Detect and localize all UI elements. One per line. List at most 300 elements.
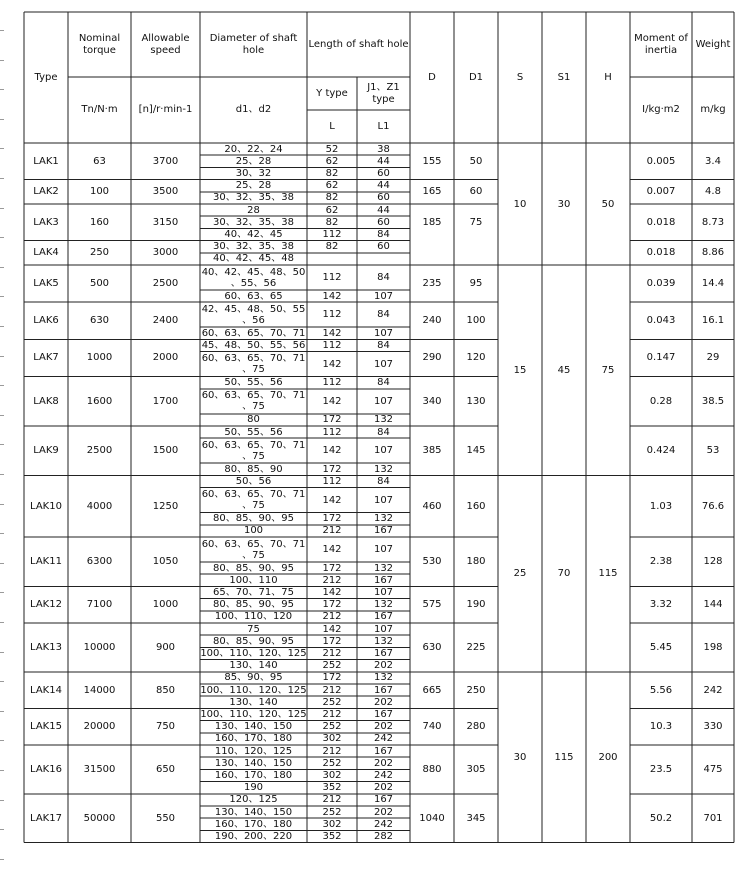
j-type-length-value: 202 [373, 696, 394, 708]
y-type-length-value: 142 [322, 494, 342, 506]
shaft-diameter-value: 80、85、90、95 [213, 562, 294, 574]
shaft-diameter-value: 80、85、90、95 [213, 599, 294, 611]
model-name: LAK14 [30, 684, 62, 696]
header-shaft-diameter: Diameter of shaft hole [209, 32, 298, 56]
j-type-length-value: 107 [373, 395, 394, 407]
moment-of-inertia-value: 0.147 [646, 352, 676, 364]
j-type-length-value: 84 [377, 309, 390, 321]
shaft-diameter-value: 60、63、65、70、71 、75 [201, 538, 306, 561]
j-type-length-value: 132 [373, 513, 394, 525]
model-name: LAK8 [33, 395, 59, 407]
nominal-torque-value: 1600 [86, 395, 113, 407]
d-value: 240 [422, 315, 442, 327]
shaft-diameter-value: 80、85、90、95 [213, 513, 294, 525]
weight-value: 128 [703, 556, 723, 568]
shaft-diameter-value: 42、45、48、50、55 、56 [201, 303, 306, 326]
shaft-diameter-value: 60、63、65、70、71 、75 [201, 390, 306, 413]
row-marker [0, 356, 4, 357]
nominal-torque-value: 250 [89, 247, 110, 259]
j-type-length-value: 132 [373, 672, 394, 684]
d-value: 340 [422, 395, 442, 407]
shaft-diameter-value: 130、140、150 [214, 757, 293, 769]
s-value: 10 [513, 198, 527, 210]
j-type-length-value: 84 [377, 228, 390, 240]
header-allowable-speed: Allowable speed [141, 32, 190, 56]
header-moment-unit: I/kg·m2 [642, 104, 680, 115]
shaft-diameter-value: 40、42、45、48、50 、55、56 [201, 266, 306, 289]
row-marker [0, 208, 4, 209]
moment-of-inertia-value: 0.039 [646, 278, 676, 290]
header-type: Type [34, 71, 58, 83]
moment-of-inertia-value: 1.03 [649, 500, 673, 512]
d-value: 290 [422, 352, 442, 364]
shaft-diameter-value: 60、63、65、70、71 、75 [201, 439, 306, 462]
shaft-diameter-value: 130、140、150 [214, 806, 293, 818]
moment-of-inertia-value: 0.005 [646, 155, 676, 167]
y-type-length-value: 172 [322, 562, 342, 574]
row-marker [0, 504, 4, 505]
j-type-length-value: 167 [373, 745, 394, 757]
row-marker [0, 711, 4, 712]
j-type-length-value: 202 [373, 757, 394, 769]
y-type-length-value: 302 [322, 769, 342, 781]
d-value: 460 [422, 500, 442, 512]
row-marker [0, 385, 4, 386]
s1-value: 115 [554, 751, 574, 763]
row-marker [0, 148, 4, 149]
nominal-torque-value: 630 [89, 315, 110, 327]
model-name: LAK17 [30, 812, 62, 824]
shaft-diameter-value: 160、170、180 [214, 733, 293, 745]
d-value: 880 [422, 763, 442, 775]
shaft-diameter-value: 40、42、45、48 [213, 253, 294, 265]
allowable-speed-value: 1250 [152, 500, 179, 512]
j-type-length-value: 60 [377, 216, 390, 228]
row-marker [0, 533, 4, 534]
shaft-diameter-value: 80 [247, 414, 260, 426]
model-name: LAK2 [33, 186, 59, 198]
model-name: LAK16 [30, 763, 62, 775]
d-value: 235 [422, 278, 442, 290]
header-weight-unit: m/kg [700, 104, 726, 115]
j-type-length-value: 167 [373, 684, 394, 696]
row-marker [0, 178, 4, 179]
moment-of-inertia-value: 0.28 [649, 395, 673, 407]
weight-value: 330 [703, 721, 723, 733]
h-value: 75 [601, 364, 615, 376]
j-type-length-value: 132 [373, 414, 394, 426]
d-value: 665 [422, 684, 442, 696]
shaft-diameter-value: 50、56 [235, 475, 272, 487]
header-moment-of-inertia: Moment of inertia [634, 32, 688, 56]
weight-value: 4.8 [705, 186, 721, 198]
y-type-length-value: 142 [322, 327, 342, 339]
y-type-length-value: 172 [322, 463, 342, 475]
j-type-length-value: 107 [373, 623, 394, 635]
s1-value: 45 [557, 364, 571, 376]
y-type-length-value: 252 [322, 696, 342, 708]
y-type-length-value [307, 253, 357, 265]
nominal-torque-value: 14000 [83, 684, 116, 696]
d1-value: 305 [466, 763, 486, 775]
row-marker [0, 296, 4, 297]
weight-value: 8.86 [701, 247, 725, 259]
j-type-length-value: 202 [373, 660, 394, 672]
d1-value: 100 [466, 315, 486, 327]
header-d: D [428, 71, 436, 83]
j-type-length-value: 242 [373, 818, 394, 830]
s-value: 30 [513, 751, 527, 763]
allowable-speed-value: 3500 [152, 186, 179, 198]
shaft-diameter-value: 160、170、180 [214, 769, 293, 781]
shaft-diameter-value: 80、85、90、95 [213, 635, 294, 647]
weight-value: 76.6 [701, 500, 725, 512]
nominal-torque-value: 20000 [83, 721, 116, 733]
moment-of-inertia-value: 0.424 [646, 445, 676, 457]
shaft-diameter-value: 190 [243, 782, 264, 794]
shaft-diameter-value: 25、28 [235, 180, 272, 192]
row-marker [0, 770, 4, 771]
d1-value: 145 [466, 445, 486, 457]
header-torque-unit: Tn/N·m [81, 104, 118, 115]
allowable-speed-value: 2000 [152, 352, 179, 364]
y-type-length-value: 172 [322, 513, 342, 525]
y-type-length-value: 142 [322, 290, 342, 302]
d1-value: 60 [469, 186, 483, 198]
moment-of-inertia-value: 3.32 [649, 599, 673, 611]
shaft-diameter-value: 60、63、65、70、71 [201, 327, 306, 339]
shaft-diameter-value: 40、42、45 [224, 228, 283, 240]
allowable-speed-value: 3000 [152, 247, 179, 259]
nominal-torque-value: 1000 [86, 352, 113, 364]
row-marker [0, 740, 4, 741]
j-type-length-value: 167 [373, 794, 394, 806]
y-type-length-value: 112 [322, 475, 342, 487]
j-type-length-value: 84 [377, 377, 390, 389]
nominal-torque-value: 50000 [83, 812, 116, 824]
y-type-length-value: 82 [325, 216, 339, 228]
nominal-torque-value: 63 [93, 155, 106, 167]
row-marker [0, 267, 4, 268]
model-name: LAK5 [33, 278, 59, 290]
allowable-speed-value: 1050 [152, 556, 179, 568]
nominal-torque-value: 4000 [86, 500, 113, 512]
h-value: 115 [598, 568, 618, 580]
shaft-diameter-value: 60、63、65、70、71 、75 [201, 353, 306, 376]
shaft-diameter-value: 30、32、35、38 [213, 216, 294, 228]
moment-of-inertia-value: 0.018 [646, 216, 676, 228]
model-name: LAK15 [30, 721, 62, 733]
moment-of-inertia-value: 5.56 [649, 684, 673, 696]
weight-value: 144 [703, 599, 723, 611]
y-type-length-value: 252 [322, 660, 342, 672]
j-type-length-value: 282 [373, 830, 394, 842]
y-type-length-value: 142 [322, 586, 342, 598]
j-type-length-value: 132 [373, 562, 394, 574]
row-marker [0, 444, 4, 445]
row-marker [0, 859, 4, 860]
d-value: 1040 [419, 812, 445, 824]
weight-value: 38.5 [701, 395, 725, 407]
y-type-length-value: 62 [325, 204, 339, 216]
allowable-speed-value: 550 [155, 812, 176, 824]
row-marker [0, 326, 4, 327]
shaft-diameter-value: 100、110、120 [214, 611, 293, 623]
model-name: LAK1 [33, 155, 59, 167]
shaft-diameter-value: 110、120、125 [214, 745, 293, 757]
row-marker [0, 563, 4, 564]
j-type-length-value: 38 [377, 143, 390, 155]
shaft-diameter-value: 30、32、35、38 [213, 192, 294, 204]
j-type-length-value: 132 [373, 635, 394, 647]
allowable-speed-value: 900 [155, 641, 176, 653]
y-type-length-value: 52 [325, 143, 339, 155]
header-s: S [516, 71, 524, 83]
y-type-length-value: 172 [322, 599, 342, 611]
shaft-diameter-value: 60、63、65 [224, 290, 283, 302]
row-marker [0, 30, 4, 31]
shaft-diameter-value: 130、140 [229, 660, 278, 672]
model-name: LAK13 [30, 641, 62, 653]
y-type-length-value: 172 [322, 414, 342, 426]
d1-value: 190 [466, 599, 486, 611]
header-s1: S1 [557, 71, 571, 83]
nominal-torque-value: 6300 [86, 556, 113, 568]
header-y-type: Y type [316, 87, 348, 99]
moment-of-inertia-value: 0.043 [646, 315, 676, 327]
d1-value: 345 [466, 812, 486, 824]
row-marker [0, 89, 4, 90]
weight-value: 8.73 [701, 216, 725, 228]
nominal-torque-value: 2500 [86, 445, 113, 457]
y-type-length-value: 252 [322, 721, 342, 733]
j-type-length-value: 202 [373, 782, 394, 794]
y-type-length-value: 352 [322, 830, 342, 842]
weight-value: 198 [703, 641, 723, 653]
weight-value: 53 [706, 445, 720, 457]
j-type-length-value: 242 [373, 733, 394, 745]
row-marker [0, 119, 4, 120]
shaft-diameter-value: 120、125 [229, 794, 278, 806]
allowable-speed-value: 850 [155, 684, 176, 696]
allowable-speed-value: 750 [155, 721, 176, 733]
header-j-type: J1、Z1 type [367, 81, 400, 105]
y-type-length-value: 252 [322, 806, 342, 818]
h-value: 200 [598, 751, 618, 763]
y-type-length-value: 172 [322, 635, 342, 647]
j-type-length-value: 202 [373, 806, 394, 818]
y-type-length-value: 112 [322, 426, 342, 438]
j-type-length-value: 107 [373, 358, 394, 370]
header-l1: L1 [377, 120, 390, 132]
shaft-diameter-value: 65、70、71、75 [213, 586, 294, 598]
shaft-diameter-value: 20、22、24 [224, 143, 283, 155]
row-marker [0, 60, 4, 61]
row-marker [0, 681, 4, 682]
j-type-length-value: 44 [377, 204, 390, 216]
y-type-length-value: 212 [322, 745, 342, 757]
allowable-speed-value: 3150 [152, 216, 179, 228]
j-type-length-value: 60 [377, 241, 390, 253]
shaft-diameter-value: 30、32、35、38 [213, 241, 294, 253]
d-value: 385 [422, 445, 442, 457]
model-name: LAK6 [33, 315, 59, 327]
header-d-label: d1、d2 [235, 104, 272, 115]
weight-value: 701 [703, 812, 723, 824]
shaft-diameter-value: 45、48、50、55、56 [201, 339, 306, 351]
row-marker [0, 237, 4, 238]
j-type-length-value: 242 [373, 769, 394, 781]
model-name: LAK12 [30, 599, 62, 611]
shaft-diameter-value: 80、85、90 [224, 463, 283, 475]
allowable-speed-value: 1700 [152, 395, 179, 407]
header-speed-unit: [n]/r·min-1 [138, 104, 193, 115]
y-type-length-value: 142 [322, 358, 342, 370]
y-type-length-value: 142 [322, 445, 342, 457]
j-type-length-value: 167 [373, 708, 394, 720]
shaft-diameter-value: 100、110、120、125 [200, 708, 307, 720]
header-nominal-torque: Nominal torque [78, 32, 121, 56]
model-name: LAK7 [33, 352, 59, 364]
shaft-diameter-value: 30、32 [235, 167, 272, 179]
y-type-length-value: 62 [325, 155, 339, 167]
j-type-length-value: 60 [377, 167, 390, 179]
nominal-torque-value: 500 [89, 278, 110, 290]
d1-value: 225 [466, 641, 486, 653]
shaft-diameter-value: 60、63、65、70、71 、75 [201, 489, 306, 512]
y-type-length-value: 112 [322, 272, 342, 283]
y-type-length-value: 82 [325, 167, 339, 179]
y-type-length-value: 112 [322, 339, 342, 351]
nominal-torque-value: 31500 [83, 763, 116, 775]
j-type-length-value: 167 [373, 611, 394, 623]
j-type-length-value: 84 [377, 426, 390, 438]
y-type-length-value: 82 [325, 241, 339, 253]
shaft-diameter-value: 100、110 [229, 574, 278, 586]
row-marker [0, 622, 4, 623]
j-type-length-value: 107 [373, 544, 394, 555]
weight-value: 29 [706, 352, 720, 364]
d1-value: 50 [469, 155, 483, 167]
shaft-diameter-value: 160、170、180 [214, 818, 293, 830]
header-h: H [604, 71, 612, 83]
shaft-diameter-value: 190、200、220 [214, 830, 293, 842]
j-type-length-value: 84 [377, 475, 390, 487]
row-marker [0, 652, 4, 653]
shaft-diameter-value: 25、28 [235, 155, 272, 167]
moment-of-inertia-value: 5.45 [649, 641, 673, 653]
shaft-diameter-value: 85、90、95 [224, 672, 283, 684]
model-name: LAK9 [33, 445, 59, 457]
row-marker [0, 415, 4, 416]
d1-value: 120 [466, 352, 486, 364]
j-type-length-value: 167 [373, 647, 394, 659]
j-type-length-value: 44 [377, 180, 390, 192]
model-name: LAK11 [30, 556, 62, 568]
nominal-torque-value: 10000 [83, 641, 116, 653]
shaft-diameter-value: 100、110、120、125 [200, 647, 307, 659]
d1-value: 160 [466, 500, 486, 512]
y-type-length-value: 212 [322, 684, 342, 696]
y-type-length-value: 112 [322, 309, 342, 321]
j-type-length-value: 132 [373, 463, 394, 475]
d-value: 575 [422, 599, 442, 611]
h-value: 50 [601, 198, 615, 210]
j-type-length-value: 107 [373, 290, 394, 302]
header-l: L [329, 120, 335, 132]
weight-value: 3.4 [705, 155, 721, 167]
row-marker [0, 474, 4, 475]
moment-of-inertia-value: 0.007 [646, 186, 676, 198]
j-type-length-value: 107 [373, 586, 394, 598]
weight-value: 242 [703, 684, 723, 696]
weight-value: 475 [703, 763, 723, 775]
j-type-length-value: 167 [373, 525, 394, 537]
shaft-diameter-value: 50、55、56 [224, 426, 283, 438]
y-type-length-value: 212 [322, 525, 342, 537]
y-type-length-value: 212 [322, 647, 342, 659]
d1-value: 280 [466, 721, 486, 733]
s-value: 15 [513, 364, 527, 376]
shaft-diameter-value: 50、55、56 [224, 377, 283, 389]
header-d1: D1 [468, 71, 484, 83]
shaft-diameter-value: 75 [247, 623, 260, 635]
allowable-speed-value: 2500 [152, 278, 179, 290]
row-marker [0, 800, 4, 801]
moment-of-inertia-value: 2.38 [649, 556, 673, 568]
y-type-length-value: 352 [322, 782, 342, 794]
d1-value: 250 [466, 684, 486, 696]
y-type-length-value: 112 [322, 228, 342, 240]
y-type-length-value: 142 [322, 623, 342, 635]
y-type-length-value: 302 [322, 818, 342, 830]
y-type-length-value: 212 [322, 708, 342, 720]
d-value: 165 [422, 186, 442, 198]
row-marker [0, 592, 4, 593]
s1-value: 70 [557, 568, 571, 580]
y-type-length-value: 142 [322, 395, 342, 407]
y-type-length-value: 212 [322, 794, 342, 806]
j-type-length-value: 107 [373, 494, 394, 506]
d-value: 530 [422, 556, 442, 568]
d1-value: 130 [466, 395, 486, 407]
s-value: 25 [513, 568, 527, 580]
shaft-diameter-value: 130、140 [229, 696, 278, 708]
header-weight: Weight [695, 38, 731, 50]
moment-of-inertia-value: 0.018 [646, 247, 676, 259]
allowable-speed-value: 2400 [152, 315, 179, 327]
header-shaft-length: Length of shaft hole [308, 38, 409, 50]
moment-of-inertia-value: 23.5 [649, 763, 673, 775]
moment-of-inertia-value: 10.3 [649, 721, 673, 733]
weight-value: 16.1 [701, 315, 725, 327]
y-type-length-value: 212 [322, 611, 342, 623]
j-type-length-value: 44 [377, 155, 390, 167]
shaft-diameter-value: 130、140、150 [214, 721, 293, 733]
nominal-torque-value: 160 [89, 216, 110, 228]
d1-value: 95 [469, 278, 483, 290]
weight-value: 14.4 [701, 278, 725, 290]
j-type-length-value: 84 [377, 339, 390, 351]
row-marker [0, 829, 4, 830]
y-type-length-value: 172 [322, 672, 342, 684]
allowable-speed-value: 3700 [152, 155, 179, 167]
d1-value: 180 [466, 556, 486, 568]
y-type-length-value: 82 [325, 192, 339, 204]
j-type-length-value [357, 253, 410, 265]
d1-value: 75 [469, 216, 483, 228]
y-type-length-value: 112 [322, 377, 342, 389]
